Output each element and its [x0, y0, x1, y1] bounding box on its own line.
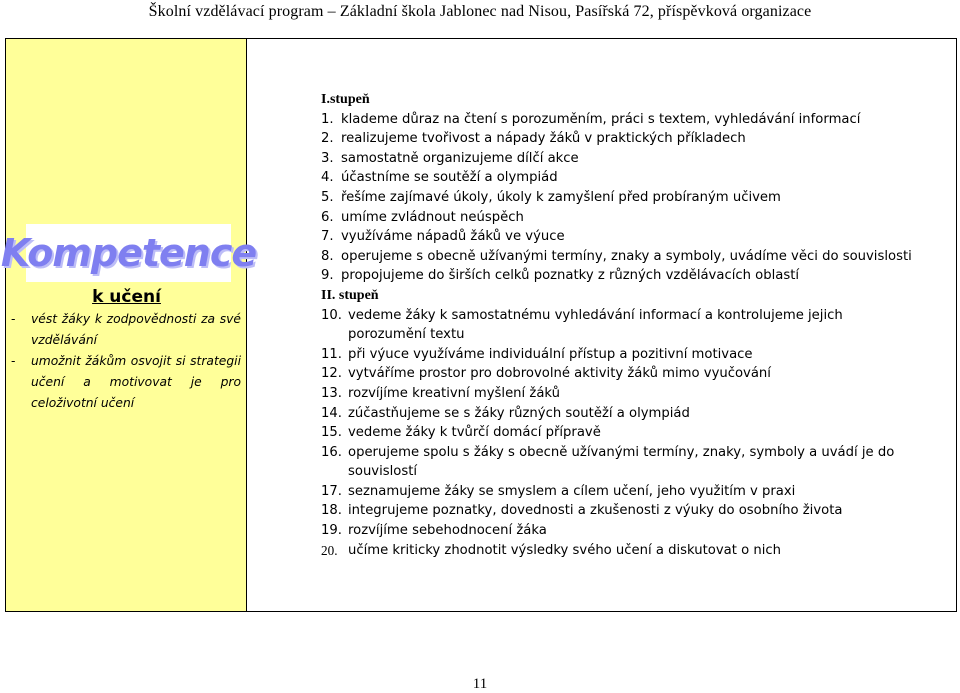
strategies-content [321, 90, 921, 560]
item-number: 2. [321, 131, 334, 147]
list-item [321, 247, 921, 267]
strategies-column [247, 39, 956, 611]
competence-goals-list [11, 309, 241, 414]
item-text: vedeme žáky k tvůrčí domácí přípravě [348, 425, 601, 441]
list-item [321, 482, 921, 502]
item-text: vytváříme prostor pro dobrovolné aktivity žáků mimo vyučování [348, 366, 771, 382]
item-text: operujeme s obecně užívanými termíny, znaky a symboly, uvádíme věci do souvislosti [341, 248, 912, 264]
item-text: operujeme spolu s žáky s obecně užívanými termíny, znaky, symboly a uvádí je do souvislostí [348, 444, 895, 480]
item-text: řešíme zajímavé úkoly, úkoly k zamyšlení před probíraným učivem [341, 189, 781, 205]
list-item [321, 129, 921, 149]
list-item [321, 443, 921, 482]
item-text: rozvíjíme kreativní myšlení žáků [348, 385, 560, 401]
item-number: 15. [321, 425, 342, 441]
item-text: propojujeme do širších celků poznatky z různých vzdělávacích oblastí [341, 268, 800, 284]
item-number: 14. [321, 405, 342, 421]
list-item [321, 345, 921, 365]
item-text: samostatně organizujeme dílčí akce [341, 150, 579, 166]
list-item [321, 423, 921, 443]
list-item [321, 149, 921, 169]
item-text: klademe důraz na čtení s porozuměním, práci s textem, vyhledávání informací [341, 111, 861, 127]
list-item [321, 384, 921, 404]
item-text: při výuce využíváme individuální přístup a pozitivní motivace [348, 346, 753, 362]
item-number: 19. [321, 523, 342, 539]
item-number: 18. [321, 503, 342, 519]
item-text: seznamujeme žáky se smyslem a cílem učení, jeho využitím v praxi [348, 483, 796, 499]
item-number: 8. [321, 248, 334, 264]
list-item [321, 208, 921, 228]
item-number: 3. [321, 150, 334, 166]
item-text: účastníme se soutěží a olympiád [341, 170, 558, 186]
competence-heading: k učení [92, 287, 161, 307]
list-item [321, 521, 921, 541]
item-text: učíme kriticky zhodnotit výsledky svého učení a diskutovat o nich [348, 542, 782, 558]
item-text: integrujeme poznatky, dovednosti a zkušenosti z výuky do osobního života [348, 503, 843, 519]
item-text: využíváme nápadů žáků ve výuce [341, 229, 565, 245]
list-item [321, 188, 921, 208]
stage-heading-2: II. stupeň [321, 287, 379, 303]
list-item [321, 404, 921, 424]
list-item [321, 306, 921, 345]
item-number: 4. [321, 170, 334, 186]
document-header: Školní vzdělávací program – Základní škola Jablonec nad Nisou, Pasířská 72, příspěvková organizace [148, 3, 812, 20]
item-text: realizujeme tvořivost a nápady žáků v praktických příkladech [341, 131, 746, 147]
item-number: 10. [321, 307, 342, 323]
item-number: 6. [321, 209, 334, 225]
list-item [321, 227, 921, 247]
list-item [321, 364, 921, 384]
item-number: 7. [321, 229, 334, 245]
item-number: 11. [321, 346, 342, 362]
stage1-list [321, 110, 921, 286]
item-number: 12. [321, 366, 342, 382]
item-text: vedeme žáky k samostatnému vyhledávání informací a kontrolujeme jejich porozumění textu [348, 307, 843, 343]
item-text: umíme zvládnout neúspěch [341, 209, 524, 225]
list-item [321, 110, 921, 130]
list-item [321, 501, 921, 521]
item-number: 17. [321, 483, 342, 499]
item-number: 1. [321, 111, 334, 127]
item-number: 13. [321, 385, 342, 401]
logo-text: Kompetence [0, 231, 257, 275]
item-number: 16. [321, 444, 342, 460]
page-number: 11 [472, 676, 488, 692]
stage-heading-1: I.stupeň [321, 92, 370, 107]
item-text: zúčastňujeme se s žáky různých soutěží a olympiád [348, 405, 690, 421]
competence-goal: - umožnit žákům osvojit si strategii učení a motivovat je pro celoživotní učení [11, 354, 241, 410]
competence-table [0, 38, 957, 612]
item-number: 9. [321, 268, 334, 284]
item-number: 5. [321, 189, 334, 205]
list-item [321, 168, 921, 188]
stage2-list [321, 306, 921, 561]
item-number: 20. [321, 542, 338, 558]
list-item [321, 266, 921, 286]
competence-goal: - vést žáky k zodpovědnosti za své vzdělávání [11, 312, 241, 347]
item-text: rozvíjíme sebehodnocení žáka [348, 523, 547, 539]
competence-column [0, 39, 257, 611]
kompetence-logo [0, 224, 257, 282]
list-item [321, 541, 921, 561]
